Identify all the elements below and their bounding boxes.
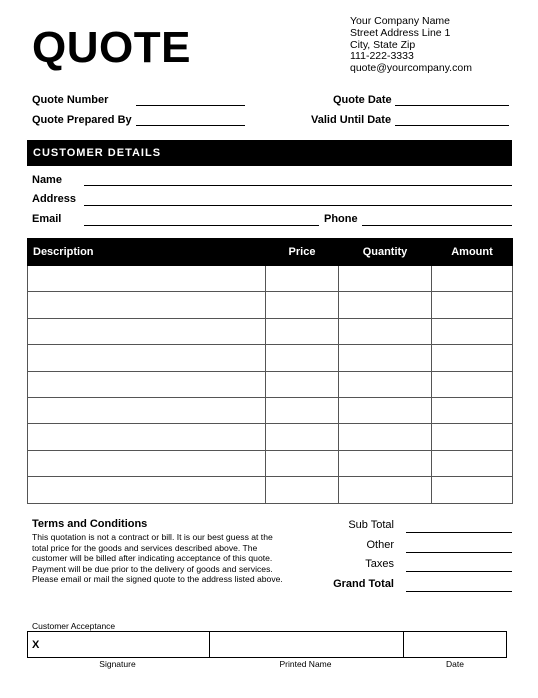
terms-heading: Terms and Conditions — [32, 518, 148, 530]
quantity-cell[interactable] — [339, 424, 432, 450]
price-cell[interactable] — [266, 424, 339, 450]
column-amount: Amount — [432, 239, 513, 266]
column-description: Description — [28, 239, 266, 266]
customer-details-title: CUSTOMER DETAILS — [33, 147, 162, 159]
company-street: Street Address Line 1 — [350, 26, 451, 39]
terms-line: Payment will be due prior to the delivery of goods and services. — [32, 563, 273, 574]
table-row — [28, 345, 513, 371]
description-cell[interactable] — [28, 292, 266, 318]
column-price: Price — [266, 239, 339, 266]
quantity-cell[interactable] — [339, 292, 432, 318]
quantity-cell[interactable] — [339, 477, 432, 503]
valid-until-label: Valid Until Date — [311, 114, 392, 126]
description-cell[interactable] — [28, 371, 266, 397]
valid-until-field[interactable] — [395, 125, 509, 126]
customer-email-label: Email — [32, 213, 62, 225]
price-cell[interactable] — [266, 292, 339, 318]
company-name: Your Company Name — [350, 15, 450, 27]
price-cell[interactable] — [266, 477, 339, 503]
quantity-cell[interactable] — [339, 371, 432, 397]
amount-cell[interactable] — [432, 266, 513, 292]
customer-name-label: Name — [32, 174, 62, 186]
amount-cell[interactable] — [432, 371, 513, 397]
customer-address-field[interactable] — [84, 205, 512, 206]
column-quantity: Quantity — [339, 239, 432, 266]
terms-line: Please email or mail the signed quote to the address listed above. — [32, 574, 283, 585]
subtotal-field[interactable] — [406, 532, 512, 533]
description-cell[interactable] — [28, 345, 266, 371]
other-label: Other — [366, 539, 394, 551]
page-title: QUOTE — [32, 23, 191, 72]
table-row — [28, 450, 513, 476]
table-row — [28, 397, 513, 423]
description-cell[interactable] — [28, 424, 266, 450]
amount-cell[interactable] — [432, 477, 513, 503]
signature-caption: Signature — [99, 659, 136, 669]
date-caption: Date — [446, 659, 464, 669]
terms-line: customer will be billed after indicating acceptance of this quote. — [32, 553, 273, 564]
price-cell[interactable] — [266, 318, 339, 344]
table-row — [28, 371, 513, 397]
customer-address-label: Address — [32, 193, 77, 205]
amount-cell[interactable] — [432, 318, 513, 344]
acceptance-date-field[interactable] — [404, 632, 506, 657]
quantity-cell[interactable] — [339, 345, 432, 371]
items-table — [27, 238, 513, 504]
quote-prepared-by-label: Quote Prepared By — [32, 114, 132, 126]
subtotal-label: Sub Total — [348, 519, 394, 531]
quote-number-field[interactable] — [136, 105, 245, 106]
grand-total-field[interactable] — [406, 591, 512, 592]
taxes-label: Taxes — [365, 558, 394, 570]
printed-name-field[interactable] — [210, 632, 402, 657]
signature-field[interactable] — [28, 632, 208, 657]
amount-cell[interactable] — [432, 292, 513, 318]
description-cell[interactable] — [28, 450, 266, 476]
quote-number-label: Quote Number — [32, 94, 109, 106]
table-row — [28, 292, 513, 318]
price-cell[interactable] — [266, 345, 339, 371]
quantity-cell[interactable] — [339, 318, 432, 344]
description-cell[interactable] — [28, 266, 266, 292]
table-row — [28, 266, 513, 292]
amount-cell[interactable] — [432, 397, 513, 423]
signature-mark: X — [32, 639, 40, 651]
items-table-header — [28, 239, 513, 266]
description-cell[interactable] — [28, 318, 266, 344]
terms-line: total price for the goods and services described above. The — [32, 542, 258, 553]
price-cell[interactable] — [266, 266, 339, 292]
company-city: City, State Zip — [350, 38, 416, 51]
customer-phone-label: Phone — [324, 213, 358, 225]
price-cell[interactable] — [266, 371, 339, 397]
quantity-cell[interactable] — [339, 397, 432, 423]
taxes-field[interactable] — [406, 571, 512, 572]
quantity-cell[interactable] — [339, 450, 432, 476]
customer-details-header — [27, 140, 512, 166]
terms-text — [32, 532, 307, 585]
customer-name-field[interactable] — [84, 185, 512, 186]
price-cell[interactable] — [266, 450, 339, 476]
customer-phone-field[interactable] — [362, 225, 512, 226]
quantity-cell[interactable] — [339, 266, 432, 292]
terms-line: This quotation is not a contract or bill. It is our best guess at the — [32, 532, 273, 542]
table-row — [28, 424, 513, 450]
description-cell[interactable] — [28, 477, 266, 503]
printed-name-caption: Printed Name — [279, 659, 332, 669]
quote-prepared-by-field[interactable] — [136, 125, 245, 126]
grand-total-label: Grand Total — [333, 578, 394, 590]
price-cell[interactable] — [266, 397, 339, 423]
amount-cell[interactable] — [432, 424, 513, 450]
other-field[interactable] — [406, 552, 512, 553]
customer-acceptance-caption: Customer Acceptance — [32, 621, 116, 631]
table-row — [28, 477, 513, 503]
quote-date-label: Quote Date — [333, 94, 392, 106]
customer-email-field[interactable] — [84, 225, 319, 226]
company-phone: 111-222-3333 — [350, 50, 414, 63]
company-email: quote@yourcompany.com — [350, 62, 472, 75]
amount-cell[interactable] — [432, 345, 513, 371]
quote-date-field[interactable] — [395, 105, 509, 106]
description-cell[interactable] — [28, 397, 266, 423]
company-info — [350, 16, 472, 75]
amount-cell[interactable] — [432, 450, 513, 476]
table-row — [28, 318, 513, 344]
